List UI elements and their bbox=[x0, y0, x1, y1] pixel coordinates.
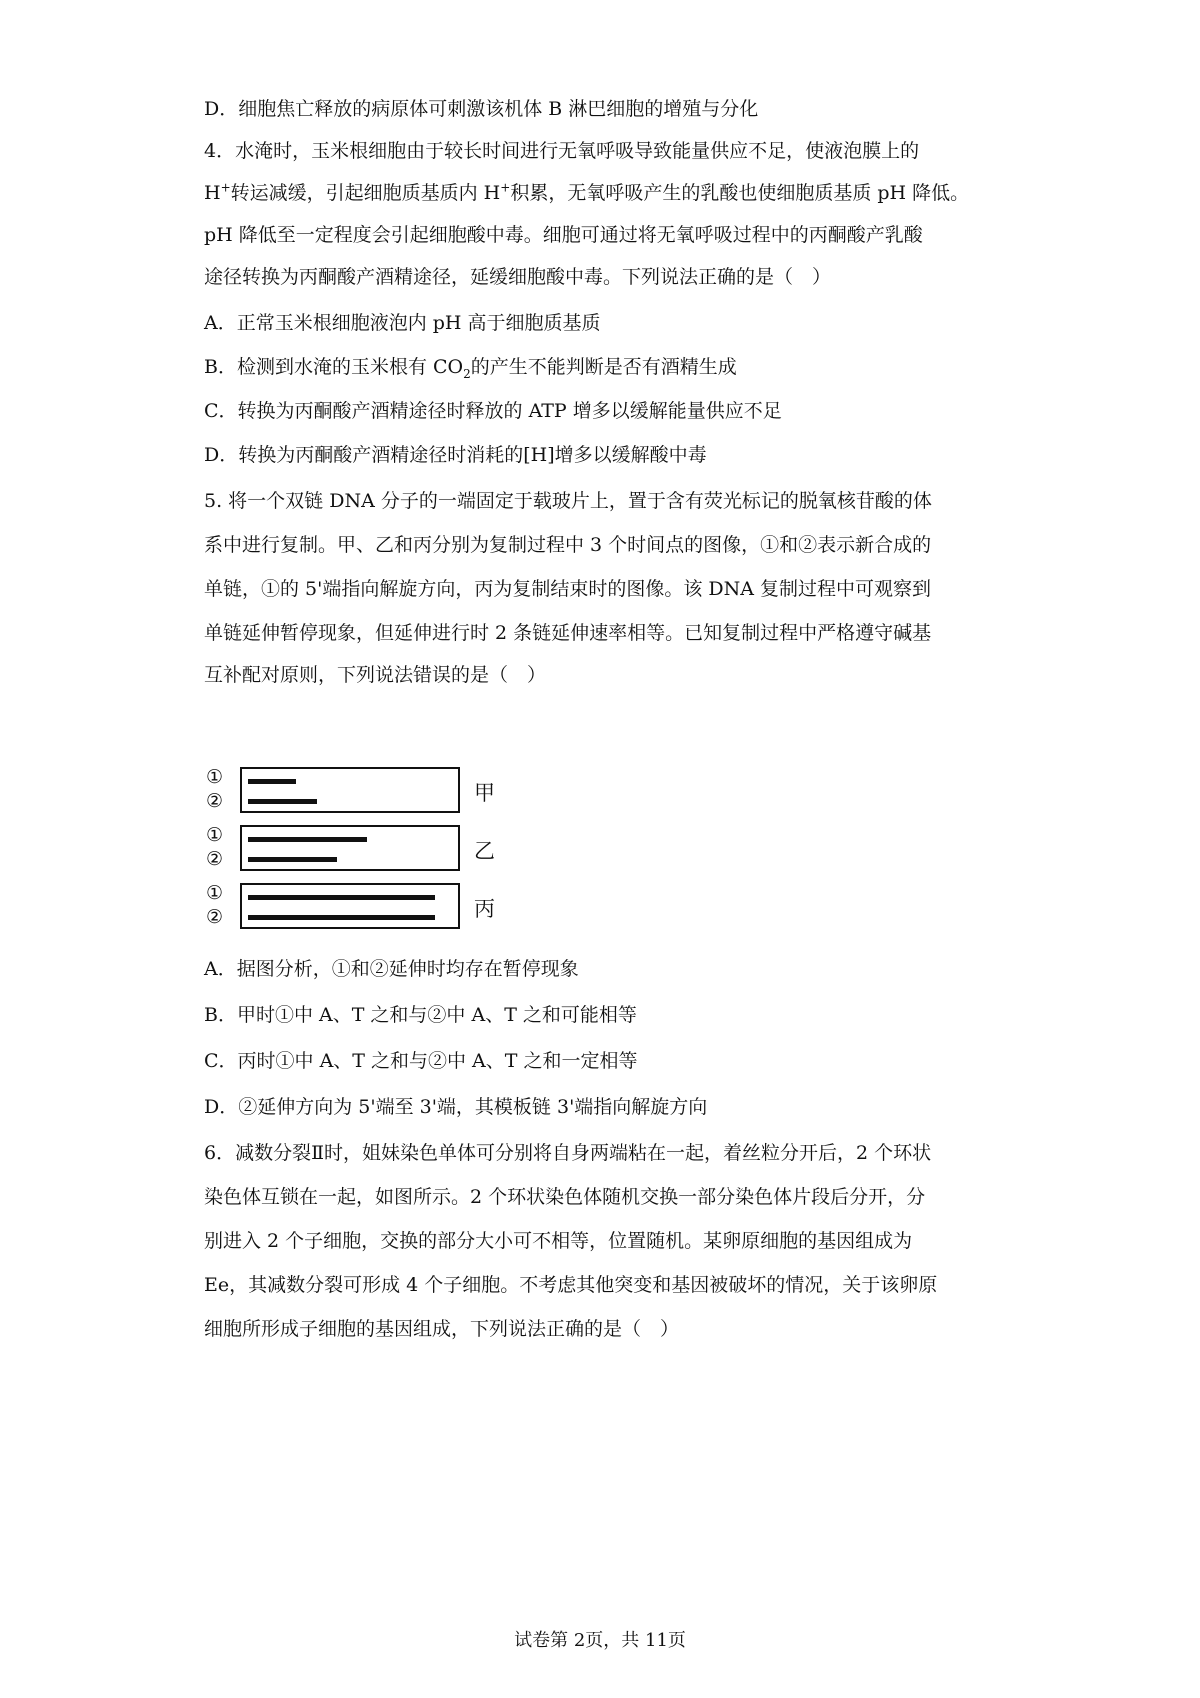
question-4-line-3: pH 降低至一定程度会引起细胞酸中毒。细胞可通过将无氧呼吸过程中的丙酮酸产乳酸 bbox=[204, 224, 923, 246]
question-5-line-1: 5. 将一个双链 DNA 分子的一端固定于载玻片上，置于含有荧光标记的脱氧核苷酸的体 bbox=[204, 490, 932, 512]
option-3d: D．细胞焦亡释放的病原体可刺激该机体 B 淋巴细胞的增殖与分化 bbox=[204, 98, 759, 120]
option-4c: C．转换为丙酮酸产酒精途径时释放的 ATP 增多以缓解能量供应不足 bbox=[204, 400, 782, 422]
strand-label-2: ② bbox=[206, 790, 224, 812]
option-4a: A．正常玉米根细胞液泡内 pH 高于细胞质基质 bbox=[204, 312, 601, 334]
figure-row-jia bbox=[206, 765, 506, 815]
row-label: 丙 bbox=[474, 897, 495, 921]
question-6-line-5: 细胞所形成子细胞的基因组成，下列说法正确的是（ ） bbox=[204, 1318, 680, 1340]
dna-replication-figure bbox=[206, 765, 506, 940]
question-6-line-4: Ee，其减数分裂可形成 4 个子细胞。不考虑其他突变和基因被破坏的情况，关于该卵原 bbox=[204, 1274, 938, 1296]
page-footer: 试卷第 2页，共 11页 bbox=[514, 1630, 686, 1651]
strand-label-1: ① bbox=[206, 882, 224, 904]
strand-2-bar bbox=[248, 799, 317, 804]
question-4-line-4: 途径转换为丙酮酸产酒精途径，延缓细胞酸中毒。下列说法正确的是（ ） bbox=[204, 266, 832, 288]
question-6-line-1: 6．减数分裂Ⅱ时，姐妹染色单体可分别将自身两端粘在一起，着丝粒分开后，2 个环状 bbox=[204, 1142, 932, 1164]
option-5b: B．甲时①中 A、T 之和与②中 A、T 之和可能相等 bbox=[204, 1004, 637, 1026]
row-label: 甲 bbox=[474, 781, 495, 805]
strand-label-2: ② bbox=[206, 906, 224, 928]
strand-label-1: ① bbox=[206, 766, 224, 788]
row-label: 乙 bbox=[474, 839, 495, 863]
strand-2-bar bbox=[248, 915, 435, 920]
figure-row-bing bbox=[206, 881, 506, 931]
question-4-line-2: H+转运减缓，引起细胞质基质内 H+积累，无氧呼吸产生的乳酸也使细胞质基质 pH 降低。 bbox=[204, 180, 970, 204]
question-5-line-3: 单链，①的 5'端指向解旋方向，丙为复制结束时的图像。该 DNA 复制过程中可观察到 bbox=[204, 578, 932, 600]
strand-label-1: ① bbox=[206, 824, 224, 846]
question-5-line-4: 单链延伸暂停现象，但延伸进行时 2 条链延伸速率相等。已知复制过程中严格遵守碱基 bbox=[204, 622, 932, 644]
question-5-line-5: 互补配对原则，下列说法错误的是（ ） bbox=[204, 664, 547, 686]
strand-label-2: ② bbox=[206, 848, 224, 870]
option-4b: B．检测到水淹的玉米根有 $CO_2$的产生不能判断是否有酒精生成 bbox=[204, 356, 737, 381]
figure-row-yi bbox=[206, 823, 506, 873]
strand-numbers bbox=[206, 765, 236, 813]
question-6-line-3: 别进入 2 个子细胞，交换的部分大小可不相等，位置随机。某卵原细胞的基因组成为 bbox=[204, 1230, 913, 1252]
strand-box bbox=[240, 883, 460, 929]
question-6-line-2: 染色体互锁在一起，如图所示。2 个环状染色体随机交换一部分染色体片段后分开，分 bbox=[204, 1186, 926, 1208]
question-4-line-1: 4．水淹时，玉米根细胞由于较长时间进行无氧呼吸导致能量供应不足，使液泡膜上的 bbox=[204, 140, 920, 162]
option-4d: D．转换为丙酮酸产酒精途径时消耗的[H]增多以缓解酸中毒 bbox=[204, 444, 707, 466]
question-5-line-2: 系中进行复制。甲、乙和丙分别为复制过程中 3 个时间点的图像，①和②表示新合成的 bbox=[204, 534, 932, 556]
strand-numbers bbox=[206, 881, 236, 929]
strand-2-bar bbox=[248, 857, 337, 862]
strand-1-bar bbox=[248, 837, 367, 842]
strand-numbers bbox=[206, 823, 236, 871]
option-5d: D．②延伸方向为 5'端至 3'端，其模板链 3'端指向解旋方向 bbox=[204, 1096, 708, 1118]
strand-1-bar bbox=[248, 895, 435, 900]
option-5c: C．丙时①中 A、T 之和与②中 A、T 之和一定相等 bbox=[204, 1050, 638, 1072]
strand-1-bar bbox=[248, 779, 296, 784]
option-5a: A．据图分析，①和②延伸时均存在暂停现象 bbox=[204, 958, 579, 980]
strand-box bbox=[240, 767, 460, 813]
strand-box bbox=[240, 825, 460, 871]
